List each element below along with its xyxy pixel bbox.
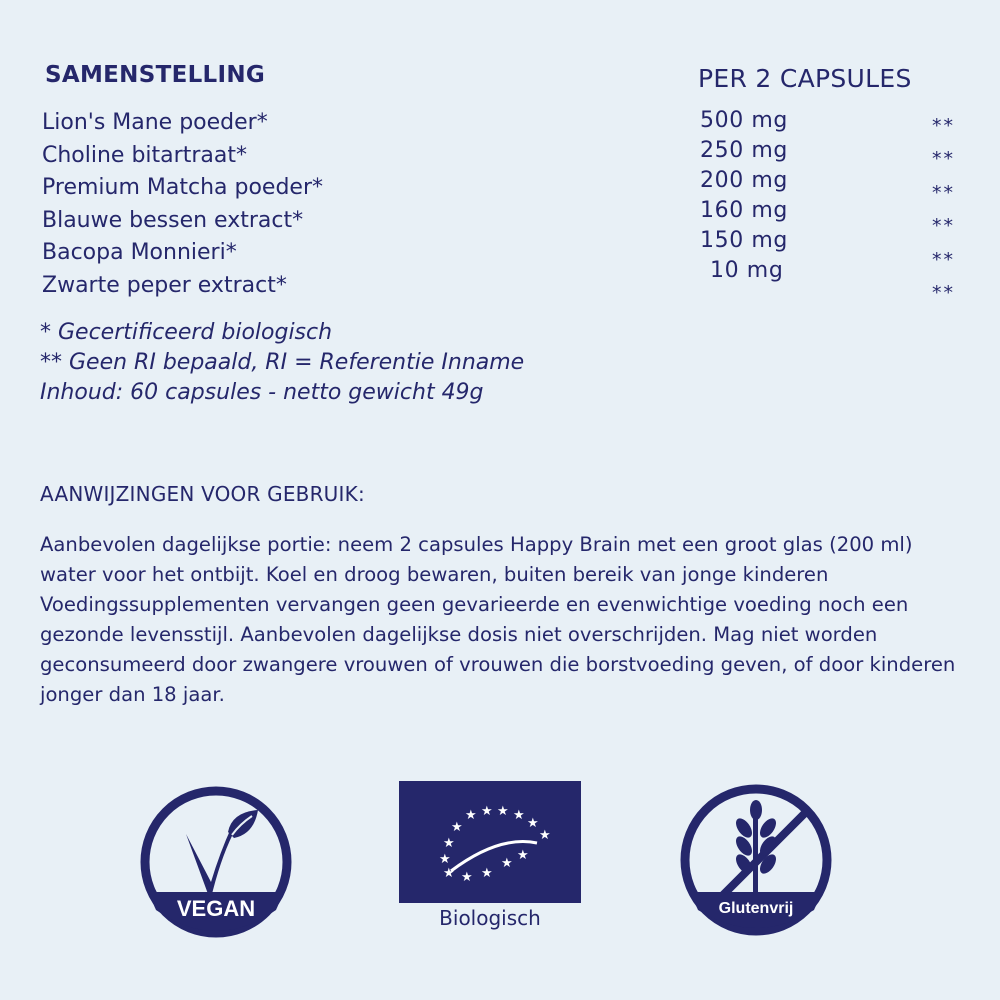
ri-marker: ** [932, 281, 955, 304]
svg-text:★: ★ [497, 804, 509, 819]
svg-text:★: ★ [539, 828, 551, 843]
ingredient-amount: 160 mg [700, 198, 788, 223]
per-serving-label: PER 2 CAPSULES [698, 64, 912, 93]
ingredient-name: Premium Matcha poeder* [42, 175, 323, 201]
ingredient-name: Zwarte peper extract* [42, 272, 287, 298]
footnote-ri: ** Geen RI bepaald, RI = Referentie Inname [40, 350, 525, 375]
gluten-free-badge [676, 780, 836, 940]
ri-marker: ** [932, 115, 955, 137]
svg-text:★: ★ [481, 866, 493, 881]
ingredient-list [42, 108, 323, 304]
eu-organic-leaf-icon [399, 781, 581, 903]
svg-text:★: ★ [513, 808, 525, 823]
amount-list [700, 106, 788, 286]
footnotes [40, 318, 524, 408]
ingredient-amount: 500 mg [700, 108, 788, 133]
svg-text:★: ★ [517, 848, 529, 863]
ri-marker: ** [932, 248, 955, 271]
ri-marker: ** [932, 215, 955, 238]
svg-text:★: ★ [439, 852, 451, 867]
ri-marker: ** [932, 181, 955, 204]
usage-text: Aanbevolen dagelijkse portie: neem 2 capsules Happy Brain met een groot glas (200 ml) water voor het ontbijt. Koel en droog bewaren, buiten bereik van jonge kinderen Voedingssupplementen vervangen geen gevarieerde en evenwichtige voeding noch een gezonde levensstijl. Aanbevolen dagelijkse dosis niet overschrijden. Mag niet worden geconsumeerd door zwangere vrouwen of vrouwen die borstvoeding geven, of door kinderen jonger dan 18 jaar. [40, 533, 956, 706]
ingredient-amount: 10 mg [710, 258, 784, 283]
svg-text:★: ★ [443, 836, 455, 851]
ingredient-name: Blauwe bessen extract* [42, 207, 304, 233]
gluten-label: Glutenvrij [718, 900, 794, 917]
svg-text:★: ★ [465, 808, 477, 823]
composition-title: SAMENSTELLING [45, 62, 266, 88]
vegan-badge [136, 782, 296, 942]
ingredient-name: Lion's Mane poeder* [42, 110, 268, 135]
svg-text:★: ★ [481, 804, 493, 819]
svg-text:★: ★ [451, 820, 463, 835]
ingredient-amount: 150 mg [700, 228, 788, 253]
usage-title: AANWIJZINGEN VOOR GEBRUIK: [40, 482, 365, 506]
content-weight: Inhoud: 60 capsules - netto gewicht 49g [40, 380, 484, 405]
ingredient-name: Bacopa Monnieri* [42, 240, 237, 266]
vegan-v-leaf-icon [186, 810, 258, 894]
ri-marker: ** [932, 148, 955, 171]
svg-text:★: ★ [527, 816, 539, 831]
svg-text:★: ★ [501, 856, 513, 871]
organic-caption: Biologisch [439, 906, 541, 930]
svg-text:★: ★ [443, 866, 455, 881]
ri-marker-list [932, 110, 955, 310]
vegan-label: VEGAN [176, 896, 256, 921]
footnote-organic: * Gecertificeerd biologisch [40, 320, 333, 345]
svg-text:★: ★ [461, 870, 473, 885]
ingredient-amount: 200 mg [700, 168, 788, 193]
ingredient-amount: 250 mg [700, 138, 788, 163]
ingredient-name: Choline bitartraat* [42, 142, 247, 168]
